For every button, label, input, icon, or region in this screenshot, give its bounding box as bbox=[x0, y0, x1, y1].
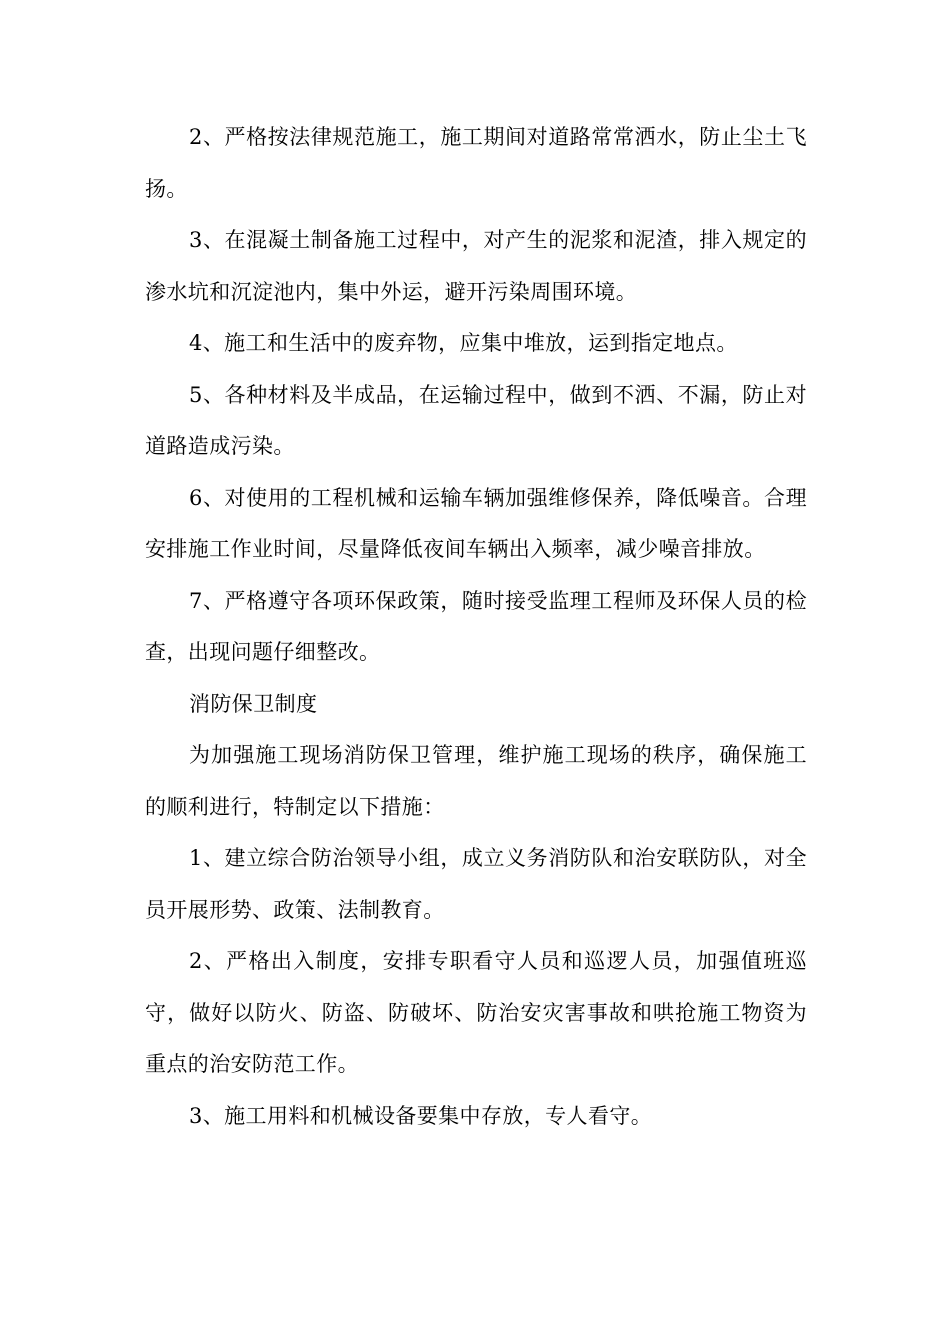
paragraph-environment-3: 3、在混凝土制备施工过程中，对产生的泥浆和泥渣，排入规定的渗水坑和沉淀池内，集中外运，避开污染周围环境。 bbox=[145, 228, 807, 304]
paragraph-environment-5: 5、各种材料及半成品，在运输过程中，做到不洒、不漏，防止对道路造成污染。 bbox=[145, 382, 807, 458]
document-body bbox=[145, 112, 807, 1142]
paragraph-environment-2: 2、严格按法律规范施工，施工期间对道路常常洒水，防止尘土飞扬。 bbox=[145, 125, 807, 201]
paragraph-fire-1: 1、建立综合防治领导小组，成立义务消防队和治安联防队，对全员开展形势、政策、法制教育。 bbox=[145, 846, 807, 922]
paragraph-environment-7: 7、严格遵守各项环保政策，随时接受监理工程师及环保人员的检查，出现问题仔细整改。 bbox=[145, 588, 807, 664]
paragraph-fire-3: 3、施工用料和机械设备要集中存放，专人看守。 bbox=[189, 1103, 653, 1128]
section-heading-fire-security: 消防保卫制度 bbox=[189, 691, 318, 716]
paragraph-environment-4: 4、施工和生活中的废弃物，应集中堆放，运到指定地点。 bbox=[189, 331, 738, 355]
paragraph-fire-intro: 为加强施工现场消防保卫管理，维护施工现场的秩序，确保施工的顺利进行，特制定以下措施： bbox=[145, 743, 807, 819]
paragraph-environment-6: 6、对使用的工程机械和运输车辆加强维修保养，降低噪音。合理安排施工作业时间，尽量降低夜间车辆出入频率，减少噪音排放。 bbox=[145, 485, 807, 561]
paragraph-fire-2: 2、严格出入制度，安排专职看守人员和巡逻人员，加强值班巡守，做好以防火、防盗、防破坏、防治安灾害事故和哄抢施工物资为重点的治安防范工作。 bbox=[145, 949, 807, 1076]
